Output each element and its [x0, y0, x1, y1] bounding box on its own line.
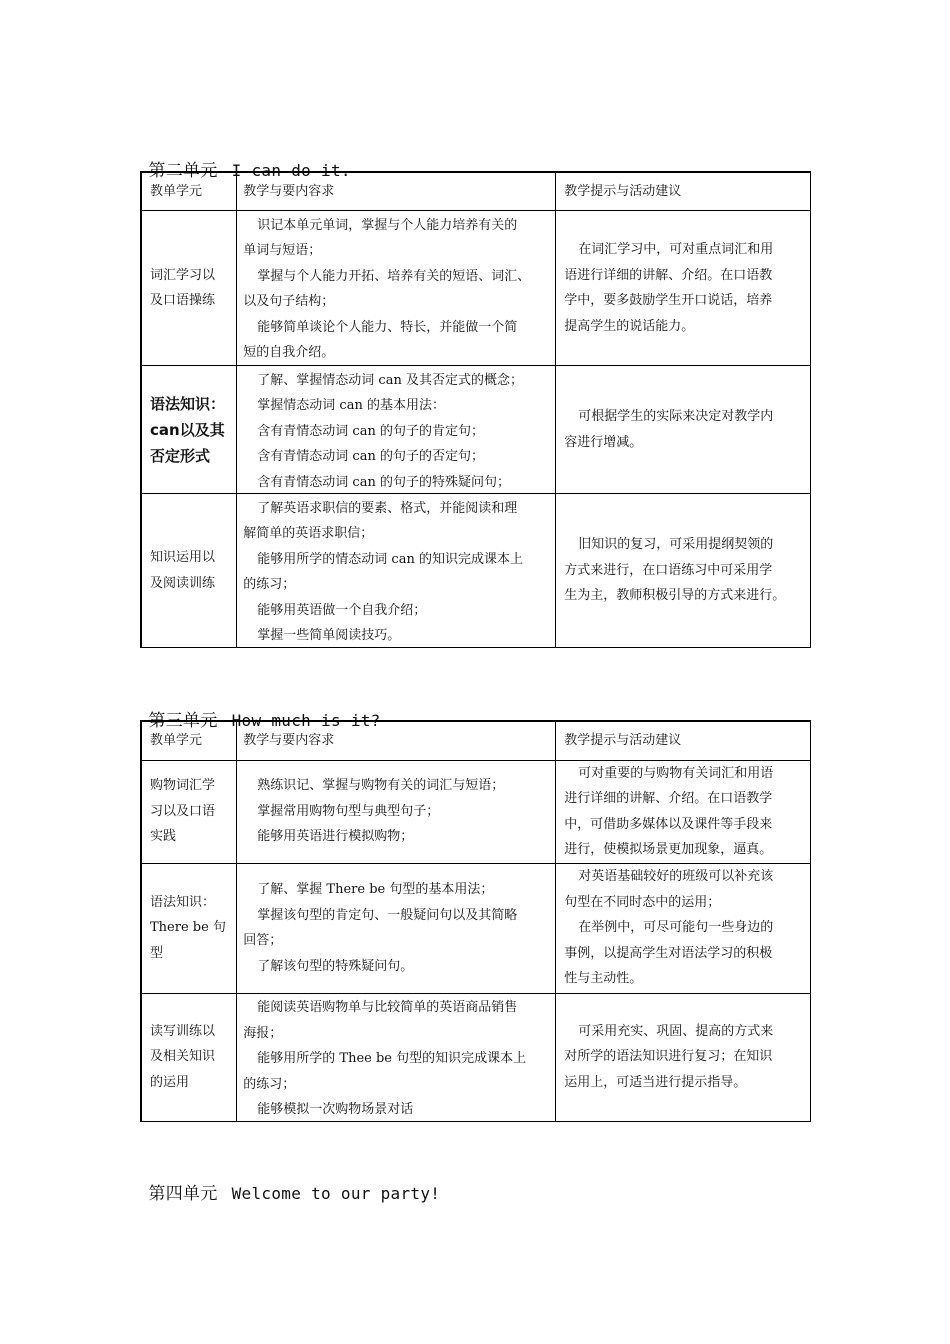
topic-text — [150, 263, 230, 314]
tip-line: 可采用充实、巩固、提高的方式来 — [578, 1023, 774, 1039]
table-row — [141, 211, 811, 366]
unit-heading-en: Welcome to our party! — [231, 1184, 441, 1203]
requirement-line: 掌握该句型的肯定句、一般疑问句以及其简略 — [257, 907, 518, 923]
topic-cell — [141, 760, 237, 863]
requirement-line: 掌握与个人能力开拓、培养有关的短语、词汇、 — [257, 268, 531, 284]
requirements-text — [243, 877, 549, 979]
unit-2-table — [140, 171, 811, 648]
table-header-row — [141, 172, 811, 211]
tips-cell — [556, 211, 811, 366]
requirement-line: 能够用英语做一个自我介绍； — [257, 602, 427, 618]
topic-line: 实践 — [150, 829, 177, 845]
topic-line: 型 — [150, 945, 164, 961]
unit-heading-cn: 第三单元 — [148, 711, 218, 731]
column-header: 教学与要内容求 — [237, 172, 556, 211]
tips-text — [564, 761, 804, 863]
requirement-line: 能够用所学的 Thee be 句型的知识完成课本上 — [257, 1051, 527, 1066]
unit-heading-cn: 第二单元 — [148, 161, 218, 181]
topic-line: can以及其 — [150, 420, 225, 439]
topic-cell — [141, 494, 237, 648]
requirement-line: 单词与短语； — [243, 243, 322, 258]
tips-cell — [556, 863, 811, 993]
topic-cell — [141, 366, 237, 494]
tip-line: 提高学生的说话能力。 — [564, 318, 695, 334]
requirement-line: 含有青情态动词 can 的句子的肯定句； — [257, 423, 484, 439]
tips-cell — [556, 993, 811, 1121]
tip-line: 学中，要多鼓励学生开口说话，培养 — [564, 293, 773, 308]
topic-line: 习以及口语 — [150, 803, 216, 819]
tip-line: 对所学的语法知识进行复习；在知识 — [564, 1049, 773, 1065]
requirements-cell — [237, 760, 556, 863]
tip-line: 对英语基础较好的班级可以补充该 — [578, 869, 774, 885]
requirements-text — [243, 995, 549, 1119]
requirement-line: 的练习； — [243, 1076, 296, 1092]
column-header: 教单学元 — [141, 721, 237, 760]
tip-line: 进行详细的讲解、介绍。在口语教学 — [564, 791, 773, 806]
tip-line: 可对重要的与购物有关词汇和用语 — [578, 765, 774, 781]
topic-line: 购物词汇学 — [150, 778, 216, 794]
column-header: 教学提示与活动建议 — [556, 721, 811, 760]
tips-text — [564, 404, 804, 455]
topic-text — [150, 890, 230, 967]
column-header: 教学与要内容求 — [237, 721, 556, 760]
table-row — [141, 760, 811, 863]
requirement-line: 了解英语求职信的要素、格式，并能阅读和理 — [257, 500, 518, 516]
tip-line: 旧知识的复习，可采用提纲契领的 — [578, 537, 774, 553]
requirement-line: 能够用英语进行模拟购物； — [257, 829, 414, 845]
requirements-cell — [237, 863, 556, 993]
tip-line: 方式来进行，在口语练习中可采用学 — [564, 562, 773, 578]
topic-cell — [141, 863, 237, 993]
tips-text — [564, 237, 804, 339]
tips-cell — [556, 760, 811, 863]
topic-text — [150, 1019, 230, 1096]
requirement-line: 了解、掌握情态动词 can 及其否定式的概念； — [257, 372, 523, 388]
table-header-row — [141, 721, 811, 760]
topic-line: There be 句 — [150, 920, 226, 936]
table-row — [141, 494, 811, 648]
tips-text — [564, 532, 804, 609]
requirement-line: 海报； — [243, 1025, 283, 1041]
requirement-line: 能够用所学的情态动词 can 的知识完成课本上 — [257, 551, 523, 567]
topic-text — [150, 773, 230, 850]
requirement-line: 的练习； — [243, 577, 296, 592]
requirement-line: 能够模拟一次购物场景对话 — [257, 1102, 414, 1117]
requirements-text — [243, 496, 549, 646]
topic-text — [150, 391, 230, 469]
requirement-line: 以及句子结构； — [243, 294, 335, 309]
requirement-line: 了解、掌握 There be 句型的基本用法； — [257, 882, 494, 897]
topic-text — [150, 545, 230, 596]
unit-heading-cn: 第四单元 — [148, 1184, 218, 1204]
topic-line: 语法知识： — [150, 394, 226, 413]
requirement-line: 短的自我介绍。 — [243, 345, 335, 360]
requirement-line: 掌握一些简单阅读技巧。 — [257, 628, 401, 643]
requirements-cell — [237, 366, 556, 494]
requirement-line: 掌握情态动词 can 的基本用法： — [257, 398, 445, 413]
tip-line: 容进行增减。 — [564, 434, 643, 450]
unit-heading-en: I can do it. — [231, 161, 351, 180]
topic-line: 知识运用以 — [150, 550, 216, 565]
requirement-line: 回答； — [243, 933, 283, 948]
table-row — [141, 863, 811, 993]
topic-line: 否定形式 — [150, 446, 211, 465]
tip-line: 事例，以提高学生对语法学习的积极 — [564, 945, 773, 961]
tip-line: 性与主动性。 — [564, 971, 643, 987]
tip-line: 进行，使模拟场景更加现象，逼真。 — [564, 842, 773, 857]
table-row — [141, 993, 811, 1121]
requirement-line: 含有青情态动词 can 的句子的否定句； — [257, 449, 484, 464]
requirement-line: 识记本单元单词，掌握与个人能力培养有关的 — [257, 217, 518, 233]
column-header: 教单学元 — [141, 172, 237, 211]
unit-heading-en: How much is it? — [231, 711, 381, 730]
topic-cell — [141, 211, 237, 366]
requirement-line: 能阅读英语购物单与比较简单的英语商品销售 — [257, 1000, 518, 1015]
topic-line: 及口语操练 — [150, 293, 216, 308]
unit-3-table — [140, 720, 811, 1122]
tips-cell — [556, 494, 811, 648]
requirement-line: 解简单的英语求职信； — [243, 526, 374, 541]
requirement-line: 了解该句型的特殊疑问句。 — [257, 958, 414, 974]
tip-line: 运用上，可适当进行提示指导。 — [564, 1074, 747, 1090]
requirement-line: 能够简单谈论个人能力、特长，并能做一个简 — [257, 319, 518, 335]
requirement-line: 掌握常用购物句型与典型句子； — [257, 803, 440, 819]
requirements-cell — [237, 993, 556, 1121]
tip-line: 中，可借助多媒体以及课件等手段来 — [564, 816, 773, 832]
tips-text — [564, 1019, 804, 1096]
table-row — [141, 366, 811, 494]
tip-line: 语进行详细的讲解、介绍。在口语教 — [564, 267, 773, 283]
tip-line: 在词汇学习中，可对重点词汇和用 — [578, 242, 774, 257]
requirement-line: 熟练识记、掌握与购物有关的词汇与短语； — [257, 778, 505, 794]
requirements-text — [243, 213, 549, 364]
requirements-text — [243, 368, 549, 492]
tip-line: 可根据学生的实际来决定对教学内 — [578, 409, 774, 424]
requirements-text — [243, 773, 549, 850]
topic-line: 词汇学习以 — [150, 267, 216, 283]
topic-cell — [141, 993, 237, 1121]
tip-line: 生为主，教师积极引导的方式来进行。 — [564, 588, 786, 604]
topic-line: 的运用 — [150, 1074, 190, 1090]
tips-text — [564, 864, 804, 992]
topic-line: 及阅读训练 — [150, 575, 216, 591]
topic-line: 语法知识： — [150, 894, 216, 910]
topic-line: 及相关知识 — [150, 1049, 216, 1065]
tip-line: 在举例中，可尽可能句一些身边的 — [578, 920, 774, 936]
column-header: 教学提示与活动建议 — [556, 172, 811, 211]
topic-line: 读写训练以 — [150, 1023, 216, 1039]
requirements-cell — [237, 494, 556, 648]
tip-line: 句型在不同时态中的运用； — [564, 894, 721, 910]
requirements-cell — [237, 211, 556, 366]
unit-4-heading — [137, 1159, 440, 1204]
requirement-line: 含有青情态动词 can 的句子的特殊疑问句； — [257, 474, 510, 490]
tips-cell — [556, 366, 811, 494]
